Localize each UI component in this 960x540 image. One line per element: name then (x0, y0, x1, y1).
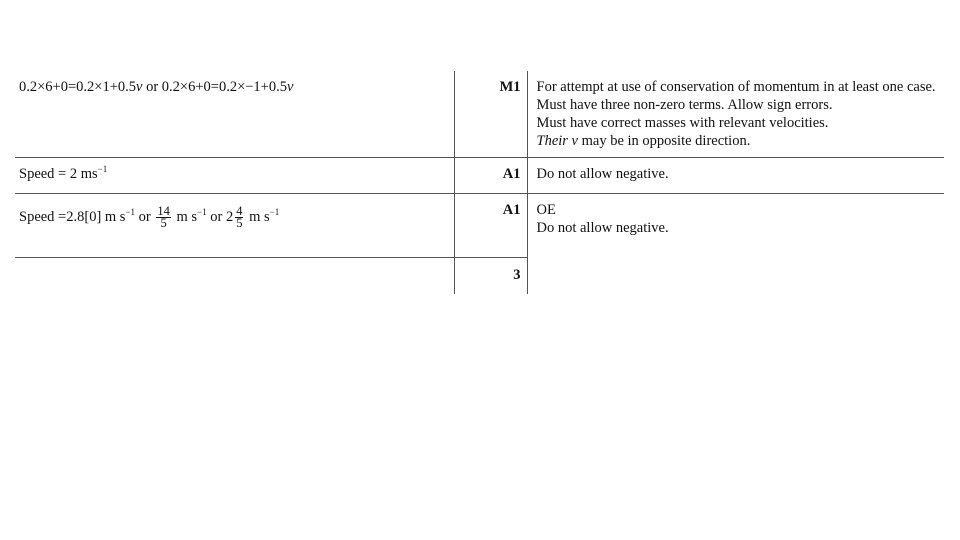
mark-scheme-table (15, 71, 944, 294)
guidance-text: For attempt at use of conservation of momentum in at least one case. Must have three non-zero terms. Allow sign errors. (536, 79, 936, 113)
guidance-cell (527, 71, 944, 158)
answer-text: or (142, 79, 162, 95)
mark-cell: A1 (454, 194, 527, 258)
total-mark-cell: 3 (454, 258, 527, 295)
answer-text: 0.2×6+0=0.2×1+0.5 (19, 79, 137, 95)
guidance-text: OE (536, 202, 556, 218)
fraction-numerator: 4 (236, 204, 243, 218)
answer-variable: v (287, 79, 294, 95)
guidance-cell (527, 158, 944, 194)
answer-cell (15, 158, 454, 194)
fraction-denominator: 5 (236, 216, 243, 230)
guidance-text: Do not allow negative. (536, 166, 669, 182)
unit-exponent: −1 (125, 207, 136, 217)
answer-text: or (135, 208, 155, 225)
answer-cell (15, 258, 454, 295)
fraction-numerator: 14 (157, 204, 170, 218)
answer-text: Speed = 2 ms (19, 166, 98, 182)
table-row-total (15, 258, 944, 295)
guidance-cell (527, 194, 944, 258)
guidance-italic: Their v (536, 133, 578, 149)
guidance-text (537, 132, 941, 150)
fraction-denominator: 5 (160, 216, 167, 230)
table-row (15, 194, 944, 258)
table-row (15, 158, 944, 194)
table-row (15, 71, 944, 158)
fraction (156, 206, 171, 229)
answer-cell (15, 194, 454, 258)
guidance-text: Do not allow negative. (536, 220, 669, 236)
answer-cell (15, 71, 454, 158)
guidance-text: Must have correct masses with relevant velocities. (536, 115, 829, 131)
answer-text: or 2 (206, 208, 234, 225)
unit-exponent: −1 (97, 164, 108, 175)
unit-exponent: −1 (197, 207, 207, 217)
mark-cell: M1 (454, 71, 527, 158)
mark-cell: A1 (454, 158, 527, 194)
fraction (235, 206, 243, 229)
answer-text: m s (245, 208, 270, 225)
answer-variable: v (136, 79, 143, 95)
guidance-text-rest: may be in opposite direction. (577, 133, 751, 149)
mark-scheme (15, 71, 944, 294)
answer-text: m s (172, 208, 198, 225)
unit-exponent: −1 (269, 207, 280, 217)
guidance-cell (527, 258, 944, 295)
answer-text: 0.2×6+0=0.2×−1+0.5 (161, 79, 287, 95)
answer-text: Speed =2.8[0] m s (19, 208, 126, 225)
